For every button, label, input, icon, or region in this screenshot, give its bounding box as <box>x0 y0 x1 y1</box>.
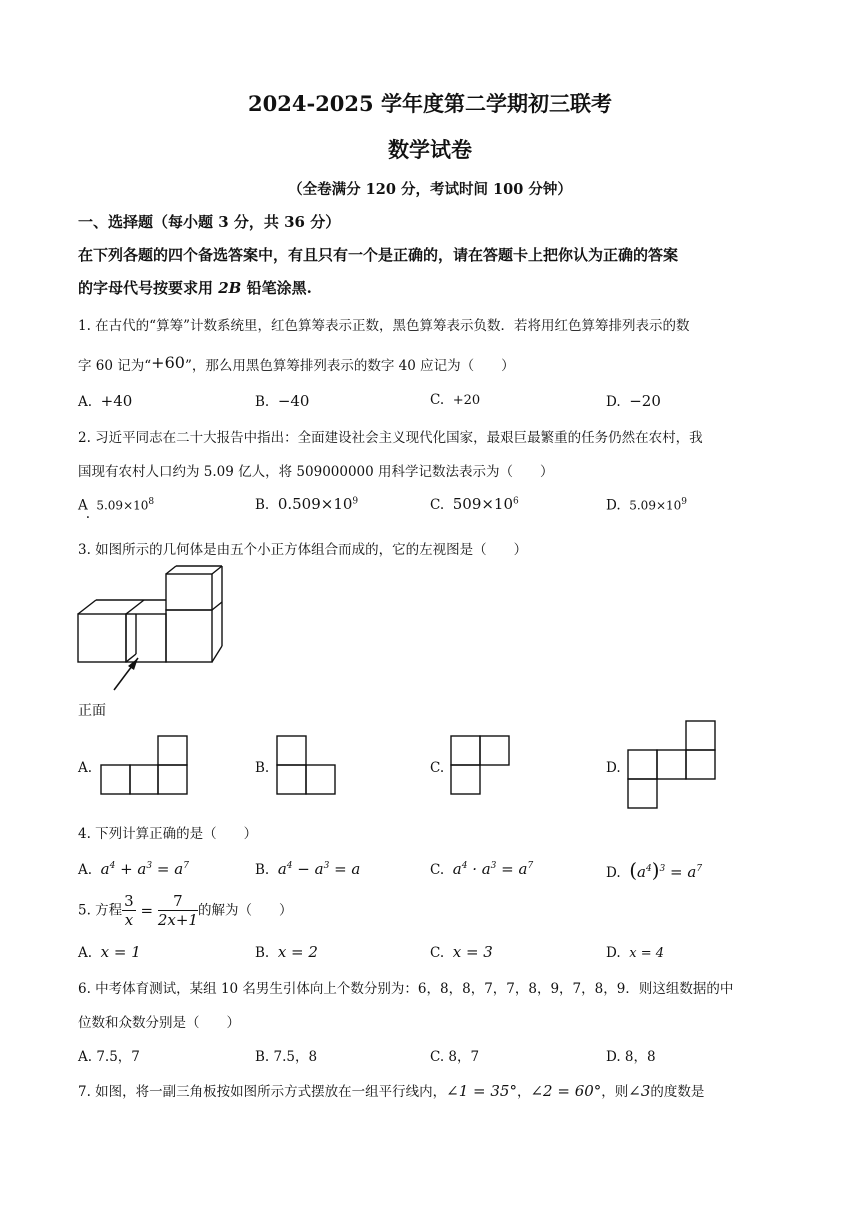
q1-option-d[interactable] <box>606 392 661 410</box>
instr-part-a: 的字母代号按要求用 <box>78 279 219 297</box>
instr-part-b: 2B <box>218 279 242 297</box>
q2-d-exp: 9 <box>681 497 688 507</box>
q5-d-label: D. <box>606 945 621 961</box>
q1-d-label: D. <box>606 394 621 410</box>
q3-view-d <box>627 720 719 812</box>
q5-num2: 7 <box>158 892 198 911</box>
q2-line-2: 国现有农村人口约为 5.09 亿人，将 509000000 用科学记数法表示为（ ） <box>78 464 554 480</box>
q2-a-value: 5.09×10 <box>96 498 149 513</box>
q5-b-value: x = 2 <box>277 943 318 961</box>
q3-option-a[interactable]: A. <box>78 760 93 776</box>
q7-line-1 <box>78 1080 704 1100</box>
q3-option-b[interactable]: B. <box>255 760 270 776</box>
q4-line-1: 4. 下列计算正确的是（ ） <box>78 826 258 842</box>
q5-den1: x <box>124 911 134 929</box>
q2-line-1: 2. 习近平同志在二十大报告中指出：全面建设社会主义现代化国家，最艰巨最繁重的任务仍然在农村，我 <box>78 430 703 446</box>
q2-b-label: B. <box>255 497 270 513</box>
q1-a-label: A. <box>78 394 93 410</box>
q2-option-d[interactable] <box>606 497 687 514</box>
q1-c-value: +20 <box>452 393 481 408</box>
q4-d-label: D. <box>606 865 621 881</box>
q5-a-value: x = 1 <box>100 943 141 961</box>
q2-a-label: A <box>78 497 88 514</box>
q5-post: 的解为（ ） <box>197 902 293 919</box>
q1-math: +60 <box>151 353 185 372</box>
q3-solid-figure <box>76 562 236 722</box>
q1-a-value: +40 <box>100 392 133 410</box>
front-label: 正面 <box>78 703 106 719</box>
q5-option-a[interactable] <box>78 943 141 961</box>
q6-option-c[interactable]: C. 8，7 <box>430 1049 480 1065</box>
q7-angle-3: ∠3 <box>628 1082 651 1100</box>
q2-option-a[interactable]: A. $5.09\times 10^8$ <box>78 497 155 522</box>
q7-tail: 的度数是 <box>650 1084 705 1100</box>
q3-view-a <box>100 735 190 797</box>
q1-l2a: 字 60 记为“ <box>78 358 152 374</box>
q7-sep: ， <box>516 1084 531 1100</box>
q5-d-value: x = 4 <box>629 946 664 961</box>
q5-b-label: B. <box>255 945 270 961</box>
q3-option-d[interactable]: D. <box>606 760 621 776</box>
q1-c-label: C. <box>430 392 445 408</box>
q2-d-label: D. <box>606 497 621 514</box>
q1-option-b[interactable] <box>255 392 309 410</box>
q5-line-1: 5. 方程 $\frac{3}{x}$ = $\frac{7}{2x+1}$ 的解为（ ） <box>78 892 293 929</box>
q5-option-c[interactable] <box>430 943 493 961</box>
q5-fraction-left <box>122 892 136 929</box>
instr-part-c: 铅笔涂黑. <box>241 279 312 297</box>
section-heading: 一、选择题（每小题 3 分，共 36 分） <box>78 213 341 231</box>
q1-option-c[interactable] <box>430 392 480 408</box>
q7-angle-1: ∠1 = 35° <box>446 1082 517 1100</box>
q4-c-label: C. <box>430 862 445 878</box>
q6-option-a[interactable]: A. 7.5，7 <box>78 1049 140 1065</box>
q6-option-b[interactable]: B. 7.5，8 <box>255 1049 318 1065</box>
q3-line-1: 3. 如图所示的几何体是由五个小正方体组合而成的，它的左视图是（ ） <box>78 542 528 558</box>
q5-den2: 2x+1 <box>157 911 198 929</box>
q4-option-d[interactable]: D. $(a^4)^3 = a^7$ <box>606 858 703 882</box>
q2-option-c[interactable] <box>430 495 519 513</box>
q1-b-value: −40 <box>277 392 310 410</box>
q1-option-a[interactable] <box>78 392 132 410</box>
exam-note: （全卷满分 120 分，考试时间 100 分钟） <box>288 181 572 198</box>
q1-line-2 <box>78 353 515 374</box>
q5-option-b[interactable] <box>255 943 318 961</box>
q6-line-2: 位数和众数分别是（ ） <box>78 1015 240 1031</box>
q2-c-label: C. <box>430 497 445 513</box>
q5-a-label: A. <box>78 945 93 961</box>
q2-a-exp: 8 <box>148 497 155 507</box>
q1-line-1: 1. 在古代的“算筹”计数系统里，红色算筹表示正数，黑色算筹表示负数．若将用红色算筹排列表示的数 <box>78 318 690 334</box>
q1-b-label: B. <box>255 394 270 410</box>
q7-angle-2: ∠2 = 60° <box>530 1082 602 1100</box>
q5-num1: 3 <box>124 892 134 910</box>
q5-c-label: C. <box>430 945 445 961</box>
q4-option-c[interactable]: C. $a^4 \cdot a^3 = a^7$ <box>430 860 534 878</box>
page-title: 2024-2025 学年度第二学期初三联考 <box>248 91 612 116</box>
q4-option-b[interactable]: B. $a^4 - a^3 = a$ <box>255 860 361 878</box>
q2-c-exp: 6 <box>513 496 519 507</box>
q3-option-c[interactable]: C. <box>430 760 445 776</box>
q6-line-1: 6. 中考体育测试，某组 10 名男生引体向上个数分别为：6，8，8，7，7，8，9，7，8，9．则这组数据的中 <box>78 981 734 997</box>
q6-option-d[interactable]: D. 8，8 <box>606 1049 656 1065</box>
section-instruction-1: 在下列各题的四个备选答案中，有且只有一个是正确的，请在答题卡上把你认为正确的答案 <box>78 246 679 264</box>
q2-c-value: 509×10 <box>452 495 514 513</box>
q5-option-d[interactable] <box>606 945 664 961</box>
section-instruction-2 <box>78 277 312 298</box>
q1-l2b: ”，那么用黑色算筹排列表示的数字 40 应记为（ ） <box>184 358 515 374</box>
q5-c-value: x = 3 <box>452 943 493 961</box>
q3-view-c <box>450 735 512 797</box>
q1-d-value: −20 <box>629 392 661 410</box>
page-subtitle: 数学试卷 <box>388 137 472 162</box>
q3-view-b <box>276 735 338 797</box>
q4-option-a[interactable]: A. $a^4 + a^3 = a^7$ <box>78 860 189 878</box>
q5-pre: 5. 方程 <box>78 902 123 919</box>
q4-a-label: A. <box>78 862 93 878</box>
q2-b-exp: 9 <box>352 496 359 507</box>
q2-option-b[interactable] <box>255 495 358 513</box>
q2-d-value: 5.09×10 <box>629 498 682 513</box>
q4-b-label: B. <box>255 862 270 878</box>
q5-fraction-right <box>158 892 198 929</box>
q7-pre: 7. 如图，将一副三角板按如图所示方式摆放在一组平行线内， <box>78 1084 447 1100</box>
q2-b-value: 0.509×10 <box>277 495 353 513</box>
q7-post: ，则 <box>601 1084 629 1100</box>
